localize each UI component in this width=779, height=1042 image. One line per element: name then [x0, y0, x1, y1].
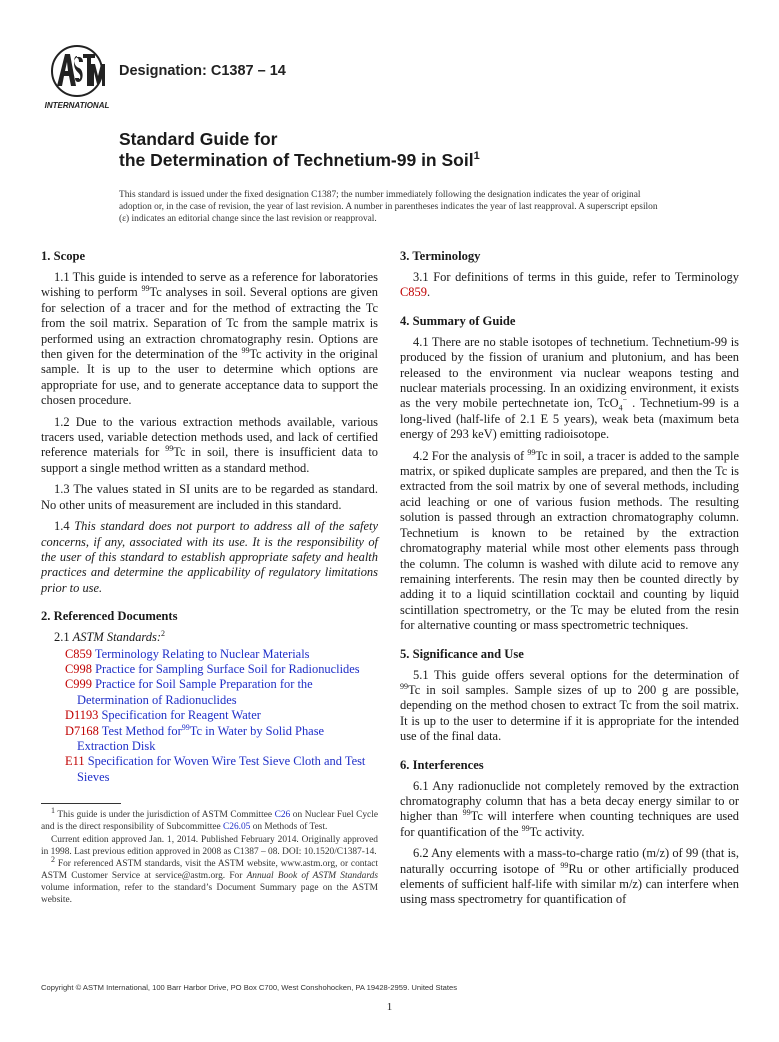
- section-terminology: [400, 249, 739, 301]
- ref-code[interactable]: C999: [65, 677, 92, 692]
- ref-title[interactable]: Test Method for$^{99}$Tc in Water by Solid Phase Extraction Disk: [77, 722, 325, 753]
- ref-item[interactable]: [53, 677, 378, 708]
- issuance-notice: This standard is issued under the fixed designation C1387; the number immediately following the designation indicates the year of original adoption or, in the case of revision, the year of last revision. A number in parentheses indicates the year of last reapproval. A superscript epsilon (ε) indicates an editorial change since the last revision or reapproval.: [119, 190, 658, 225]
- designation: [119, 63, 286, 79]
- ref-code[interactable]: C859: [65, 646, 92, 661]
- page-number: 1: [386, 1001, 393, 1013]
- ref-item[interactable]: [53, 724, 378, 755]
- section-heading: 1. Scope: [41, 249, 86, 263]
- paragraph-3-1: 3.1 For definitions of terms in this guide, refer to Terminology C859.: [400, 270, 739, 300]
- paragraph-1-1: 1.1 This guide is intended to serve as a reference for laboratories wishing to perform $^{99}$Tc analyses in soil. Several options are given for selection of a tracer and for the method of extracting the Tc from the soil matrix. Separation of Tc from the sample matrix is performed using an extraction chromatography resin. Options are then given for the determination of the $^{99}$Tc activity in the original sample. It is up to the user to determine which options are appropriate for use, and to generate acceptance data to support the chosen procedure.: [41, 270, 379, 408]
- committee-link[interactable]: C26: [274, 810, 291, 821]
- ref-code[interactable]: D7168: [65, 723, 99, 738]
- section-heading: 4. Summary of Guide: [400, 313, 516, 328]
- paragraph-4-1: 4.1 There are no stable isotopes of technetium. Technetium-99 is produced by the fission of uranium and plutonium, and has been released to the environment via nuclear weapons testing and nuclear materials processing. In an oxidizing environment, it exists as the very mobile pertechnetate ion, TcO$_4$− . Technetium-99 is a long-lived (half-life of 2.1 E 5 years), weak beta (maximum beta energy of 293 keV) emitting radioisotope.: [400, 334, 740, 442]
- ref-item[interactable]: [53, 708, 378, 723]
- section-heading: 3. Terminology: [400, 249, 481, 263]
- ref-code[interactable]: D1193: [65, 708, 99, 723]
- paragraph-1-2: 1.2 Due to the various extraction methods available, various tracers used, variable detection methods used, and lack of certified reference materials for $^{99}$Tc in soil, there is insufficient data to support a single method written as a standard method.: [41, 414, 378, 475]
- ref-item[interactable]: [53, 754, 378, 785]
- footnote-1: $^1$ This guide is under the jurisdiction of ASTM Committee C26 on Nuclear Fuel Cycle and is the direct responsibility of Subcommittee C26.05 on Methods of Test.: [41, 806, 378, 832]
- document-title: [119, 129, 480, 171]
- footnote-1-edition: Current edition approved Jan. 1, 2014. Published February 2014. Originally approved in 1998. Last previous edition approved in 2008 as C1387 – 08. DOI: 10.1520/C1387-14.: [41, 834, 378, 857]
- astm-standards-heading: 2.1 ASTM Standards:$^2$: [54, 628, 165, 645]
- ref-title[interactable]: Specification for Reagent Water: [101, 708, 261, 723]
- ref-item[interactable]: [53, 647, 378, 662]
- paragraph-1-3: 1.3 The values stated in SI units are to be regarded as standard. No other units of measurement are included in this standard.: [41, 482, 378, 512]
- ref-title[interactable]: Terminology Relating to Nuclear Materials: [94, 646, 310, 661]
- section-scope: [41, 249, 378, 596]
- footnote-divider: [41, 803, 121, 804]
- section-heading: 2. Referenced Documents: [41, 609, 178, 624]
- section-heading: 5. Significance and Use: [400, 646, 524, 661]
- title-line-1: Standard Guide for: [119, 129, 278, 149]
- astm-logo: [43, 42, 111, 112]
- section-heading: 6. Interferences: [400, 757, 484, 772]
- footnote-2: $^2$ For referenced ASTM standards, visit the ASTM website, www.astm.org, or contact ASTM Customer Service at service@astm.org. For Annual Book of ASTM Standards volume information, refer to the standard’s Document Summary page on the ASTM website.: [41, 855, 379, 905]
- designation-code: C1387 – 14: [210, 63, 286, 79]
- ref-link[interactable]: C859: [400, 285, 427, 300]
- ref-code[interactable]: E11: [65, 754, 85, 769]
- section-referenced-documents: [41, 609, 378, 785]
- logo-text: INTERNATIONAL: [44, 101, 110, 110]
- paragraph-5-1: 5.1 This guide offers several options for the determination of $^{99}$Tc in soil samples. Sample sizes of up to 200 g are possible, depending on the method chosen to extract Tc from the soil matrix. It is up to the user to determine if it is appropriate for the intended use of the final data.: [400, 667, 739, 744]
- subcommittee-link[interactable]: C26.05: [223, 821, 251, 832]
- section-significance: [400, 647, 739, 745]
- section-summary: [400, 314, 739, 634]
- right-column: [400, 249, 739, 921]
- ref-code[interactable]: C998: [65, 661, 92, 676]
- paragraph-1-4: 1.4 This standard does not purport to address all of the safety concerns, if any, associated with its use. It is the responsibility of the user of this standard to establish appropriate safety and health practices and determine the applicability of regulatory limitations prior to use.: [41, 519, 379, 595]
- ref-title[interactable]: Practice for Sampling Surface Soil for Radionuclides: [95, 661, 360, 676]
- paragraph-4-2: 4.2 For the analysis of $^{99}$Tc in soil, a tracer is added to the sample matrix, or spiked duplicate samples are prepared, and then the Tc is extracted from the soil matrix by one of several methods, including acid leaching or one of various fusion methods. The resulting solution is passed through an extraction chromatography column. Technetium is known to be retained by the extraction chromatography material while most other elements pass through the column. The column is washed with dilute acid to remove any remaining interferents. The resin may then be counted directly by adding it to a liquid scintillation cocktail and counting by liquid scintillation spectrometry, or the Tc may be eluted from the resin for alternative counting or mass spectrometric techniques.: [400, 447, 739, 633]
- title-line-2: the Determination of Technetium-99 in Soil$^1$: [119, 150, 480, 170]
- left-column: [41, 249, 378, 908]
- paragraph-6-1: 6.1 Any radionuclide not completely removed by the extraction chromatography column that has a beta decay energy similar to or higher than $^{99}$Tc will interfere when counting techniques are used for quantification of the $^{99}$Tc activity.: [400, 778, 739, 839]
- paragraph-6-2: 6.2 Any elements with a mass-to-charge ratio (m/z) of 99 (that is, naturally occurring isotope of $^{99}$Ru or other artificially produced elements of sufficient half-life with similar m/z) can interfere when using mass spectrometry for quantification of: [400, 846, 739, 907]
- ref-item[interactable]: [53, 662, 378, 677]
- section-interferences: [400, 758, 739, 908]
- ref-title[interactable]: Specification for Woven Wire Test Sieve Cloth and Test Sieves: [77, 754, 366, 784]
- designation-label: Designation:: [119, 63, 207, 79]
- copyright-notice: Copyright © ASTM International, 100 Barr Harbor Drive, PO Box C700, West Conshohocken, PA 19428-2959. United States: [41, 983, 458, 992]
- title-footnote-mark: 1: [473, 150, 480, 163]
- ref-title[interactable]: Practice for Soil Sample Preparation for the Determination of Radionuclides: [77, 677, 313, 707]
